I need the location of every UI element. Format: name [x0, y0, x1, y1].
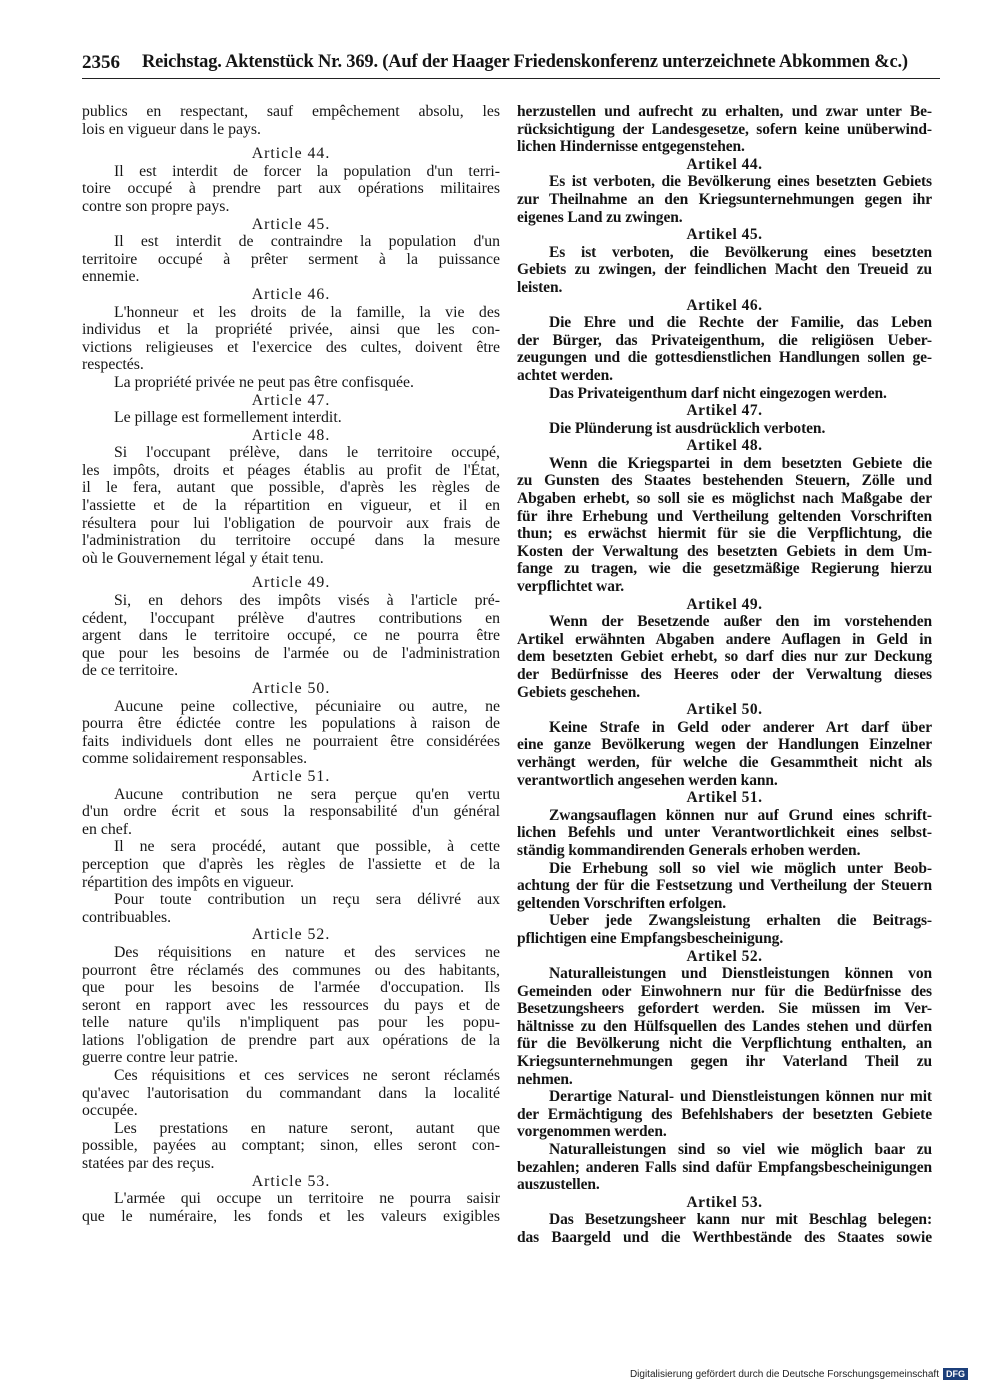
paragraph-first-line: Es ist verboten, die Bevölkerung eines besetzten Gebiets: [549, 173, 932, 191]
paragraph-last-line: verantwortlich angesehen werden kann.: [517, 771, 778, 789]
paragraph-first-line: Si, en dehors des impôts visés à l'article pré-: [114, 592, 500, 610]
paragraph-last-line: pflichtigen eine Empfangsbescheinigung.: [517, 929, 784, 947]
paragraph-line: perception que d'après les règles de l'assiette et de la: [82, 855, 500, 873]
article-heading: Article 47.: [251, 391, 331, 409]
article-heading: Article 45.: [251, 215, 331, 233]
footer: [630, 1368, 968, 1380]
paragraph-line: publics en respectant, sauf empêchement absolu, les: [82, 103, 500, 120]
paragraph-last-line: verpflichtet war.: [517, 578, 625, 596]
paragraph-first-line: Ueber jede Zwangsleistung erhalten die Beitrags-: [549, 912, 932, 930]
paragraph-last-line: de ce territoire.: [82, 662, 179, 680]
paragraph-line: das Baargeld und die Werthbestände des Staates sowie: [517, 1229, 932, 1246]
paragraph-first-line: Das Besetzungsheer kann nur mit Beschlag belegen:: [549, 1211, 932, 1229]
paragraph-first-line: Zwangsauflagen können nur auf Grund eines schrift-: [549, 806, 932, 824]
paragraph-first-line: L'armée qui occupe un territoire ne pourra saisir: [114, 1190, 500, 1208]
paragraph-line: cédent, l'occupant prélève d'autres contributions en: [82, 609, 500, 627]
paragraph-first-line: Wenn die Kriegspartei in dem besetzten Gebiete die: [549, 454, 932, 472]
funding-credit: Digitalisierung gefördert durch die Deutsche Forschungsgemeinschaft: [629, 1368, 939, 1380]
paragraph-first-line: Aucune peine collective, pécuniaire ou autre, ne: [114, 697, 500, 715]
paragraph-line: achtung der für die Festsetzung und Vertheilung der Steuern: [517, 877, 932, 895]
paragraph-line: Abgaben erhebt, so soll sie es möglichst nach Maßgabe der: [517, 490, 932, 508]
paragraph-line: Artikel erwähnten Abgaben andere Auflagen in Geld in: [517, 630, 932, 648]
paragraph-line: toire occupé à prendre part aux opérations militaires: [82, 180, 500, 198]
paragraph-line: possible, payées au comptant; sinon, elles seront con-: [82, 1137, 500, 1155]
paragraph-line: der Ermächtigung des Befehlshabers der besetzten Gebiete: [517, 1105, 932, 1123]
paragraph-last-line: leisten.: [517, 278, 563, 296]
article-heading: Artikel 50.: [686, 701, 763, 719]
article-heading: Article 50.: [251, 680, 331, 697]
paragraph-line: telle nature qu'ils n'impliquent pas pour les popu-: [82, 1014, 500, 1032]
paragraph-line: l'administration du territoire occupé dans la mesure: [82, 532, 500, 550]
article-heading: Article 51.: [251, 767, 331, 785]
paragraph-first-line: Il est interdit de forcer la population d'un terri-: [114, 162, 500, 180]
page-number: 2356: [82, 52, 120, 73]
paragraph-gap: [82, 138, 500, 145]
paragraph-last-line: comme solidairement responsables.: [82, 750, 308, 768]
paragraph-first-line: Es ist verboten, die Bevölkerung eines besetzten: [549, 243, 932, 261]
paragraph-first-line: Il est interdit de contraindre la population d'un: [114, 233, 500, 251]
paragraph-line: fange zu tragen, wie die gesetzmäßige Regierung hierzu: [517, 560, 932, 578]
german-column: [517, 103, 932, 1247]
article-heading: Artikel 49.: [686, 595, 763, 613]
paragraph-first-line: Die Ehre und die Rechte der Familie, das Leben: [549, 314, 932, 332]
paragraph-line: d'un ordre écrit et sous la responsabilité d'un général: [82, 803, 500, 821]
paragraph-line: individus et la propriété privée, ainsi que les con-: [82, 321, 500, 339]
paragraph-first-line: Die Erhebung soll so viel wie möglich unter Beob-: [549, 859, 932, 877]
paragraph-last-line: contribuables.: [82, 908, 172, 926]
paragraph-line: der Bedürfnisse des Heeres oder der Verwaltung dieses: [517, 666, 932, 683]
paragraph-line: territoire occupé à prêter serment à la puissance: [82, 250, 500, 268]
paragraph-line: argent dans le territoire occupé, ce ne pourra être: [82, 627, 500, 645]
paragraph-last-line: lois en vigueur dans le pays.: [82, 120, 261, 138]
paragraph-line: La propriété privée ne peut pas être confisquée.: [114, 373, 415, 391]
paragraph-line: dem besetzten Gebiet erhebt, so darf dies nur zur Deckung: [517, 648, 932, 666]
paragraph-line: Le pillage est formellement interdit.: [114, 409, 342, 427]
article-heading: Artikel 46.: [686, 296, 763, 314]
paragraph-last-line: geltenden Vorschriften erfolgen.: [517, 894, 727, 912]
paragraph-line: lations l'obligation de prendre part aux opérations de la: [82, 1031, 500, 1049]
article-heading: Article 52.: [251, 926, 331, 944]
paragraph-line: für ihre Erhebung und Vertheilung geltenden Vorschriften: [517, 507, 932, 525]
paragraph-last-line: nehmen.: [517, 1070, 573, 1088]
paragraph-line: verhängt werden, für welche die Gesammtheit nicht als: [517, 753, 932, 771]
paragraph-line: zu Gunsten des Staates bestehenden Steuern, Zölle und: [517, 472, 932, 490]
paragraph-line: Das Privateigenthum darf nicht eingezogen werden.: [549, 384, 887, 402]
paragraph-line: que pour les besoins de l'armée d'occupation. Ils: [82, 979, 500, 997]
paragraph-last-line: auszustellen.: [517, 1176, 600, 1194]
paragraph-line: Kosten der Verwaltung des besetzten Gebiets in dem Um-: [517, 542, 932, 560]
paragraph-line: pourra être édictée contre les populations à raison de: [82, 715, 500, 733]
paragraph-last-line: où le Gouvernement légal y était tenu.: [82, 549, 324, 567]
paragraph-line: seront en rapport avec les ressources du pays et de: [82, 996, 500, 1014]
paragraph-line: lichen Befehls und unter Verantwortlichkeit eines selbst-: [517, 824, 932, 842]
paragraph-line: der Bürger, das Privateigenthum, die religiösen Ueber-: [517, 331, 932, 349]
paragraph-line: les impôts, droits et péages établis au profit de l'État,: [82, 461, 500, 479]
header-rule: [82, 78, 940, 79]
paragraph-first-line: Aucune contribution ne sera perçue qu'en vertu: [114, 785, 500, 803]
paragraph-first-line: Ces réquisitions et ces services ne seront réclamés: [114, 1067, 500, 1085]
article-heading: Article 48.: [251, 426, 331, 444]
paragraph-line: pourront être réclamés des communes ou des habitants,: [82, 961, 500, 979]
paragraph-line: Besetzungsheers gefordert werden. Sie müssen im Ver-: [517, 1000, 932, 1018]
paragraph-gap: [82, 567, 500, 574]
article-heading: Artikel 45.: [686, 226, 763, 244]
article-heading: Artikel 53.: [686, 1193, 763, 1211]
paragraph-first-line: Keine Strafe in Geld oder anderer Art darf über: [549, 718, 932, 736]
paragraph-last-line: guerre contre leur patrie.: [82, 1049, 239, 1067]
paragraph-last-line: statées par des reçus.: [82, 1155, 215, 1173]
paragraph-line: rücksichtigung der Landesgesetze, sofern keine unüberwind-: [517, 120, 932, 138]
article-heading: Artikel 51.: [686, 789, 763, 807]
paragraph-line: que le numéraire, les fonds et les valeurs exigibles: [82, 1207, 500, 1225]
paragraph-line: zeugungen und die gottesdienstlichen Handlungen sollen ge-: [517, 349, 932, 367]
paragraph-first-line: Naturalleistungen sind so viel wie möglich baar zu: [549, 1141, 932, 1159]
paragraph-first-line: Pour toute contribution un reçu sera délivré aux: [114, 891, 500, 909]
paragraph-first-line: Des réquisitions en nature et des services ne: [114, 943, 500, 961]
paragraph-last-line: en chef.: [82, 820, 132, 838]
article-heading: Article 46.: [251, 285, 331, 303]
paragraph-last-line: occupée.: [82, 1102, 138, 1120]
article-heading: Article 44.: [251, 145, 331, 163]
paragraph-first-line: Les prestations en nature seront, autant que: [114, 1119, 500, 1137]
paragraph-line: Die Plünderung ist ausdrücklich verboten.: [549, 419, 826, 437]
paragraph-last-line: ständig kommandirenden Generals erhoben werden.: [517, 841, 861, 859]
paragraph-line: für die Bevölkerung nicht die Verpflichtung enthalten, an: [517, 1035, 932, 1053]
paragraph-line: qu'avec l'autorisation du commandant dans la localité: [82, 1084, 500, 1102]
paragraph-last-line: répartition des impôts en vigueur.: [82, 873, 294, 891]
paragraph-last-line: Gebiets geschehen.: [517, 683, 641, 701]
article-heading: Artikel 52.: [686, 947, 763, 965]
paragraph-line: Gemeinden oder Einwohnern nur für die Bedürfnisse des: [517, 982, 932, 1000]
paragraph-line: faits individuels dont elles ne pourraient être considérées: [82, 732, 500, 750]
paragraph-line: herzustellen und aufrecht zu erhalten, und zwar unter Be-: [517, 103, 932, 120]
paragraph-line: l'assiette et de la répartition en vigueur, et il en: [82, 497, 500, 515]
paragraph-line: résultera pour lui l'obligation de pourvoir aux frais de: [82, 514, 500, 532]
paragraph-first-line: Derartige Natural- und Dienstleistungen können nur mit: [549, 1088, 932, 1106]
paragraph-last-line: contre son propre pays.: [82, 197, 230, 215]
paragraph-line: eine ganze Bevölkerung wegen der Handlungen Einzelner: [517, 736, 932, 754]
paragraph-last-line: achtet werden.: [517, 366, 613, 384]
french-column: [82, 103, 500, 1225]
paragraph-line: il le fera, autant que possible, d'après les règles de: [82, 479, 500, 497]
paragraph-line: hältnisse zu den Hülfsquellen des Landes stehen und dürfen: [517, 1017, 932, 1035]
paragraph-line: bezahlen; anderen Falls sind dafür Empfangsbescheinigungen: [517, 1158, 932, 1176]
paragraph-first-line: Wenn der Besetzende außer den im vorstehenden: [549, 613, 932, 631]
paragraph-first-line: Naturalleistungen und Dienstleistungen können von: [549, 965, 932, 983]
dfg-logo: DFG: [943, 1368, 968, 1380]
paragraph-line: thun; es erwächst hiermit für sie die Verpflichtung, die: [517, 525, 932, 543]
running-title: Reichstag. Aktenstück Nr. 369. (Auf der Haager Friedenskonferenz unterzeichnete Abkommen &c.): [142, 52, 908, 72]
paragraph-line: zur Theilnahme an den Kriegsunternehmungen gegen ihr: [517, 190, 932, 208]
paragraph-line: que pour les besoins de l'armée ou de l'administration: [82, 644, 500, 662]
article-heading: Article 53.: [251, 1172, 331, 1190]
paragraph-last-line: vorgenommen werden.: [517, 1123, 667, 1141]
paragraph-line: Kriegsunternehmungen gegen ihr Vaterland Theil zu: [517, 1053, 932, 1071]
paragraph-last-line: ennemie.: [82, 268, 140, 286]
paragraph-last-line: respectés.: [82, 356, 144, 374]
article-heading: Article 49.: [251, 574, 331, 592]
running-header: [82, 52, 942, 76]
paragraph-line: victions religieuses et l'exercice des cultes, doivent être: [82, 338, 500, 356]
paragraph-first-line: L'honneur et les droits de la famille, la vie des: [114, 303, 500, 321]
paragraph-line: Gebiets zu zwingen, der feindlichen Macht den Treueid zu: [517, 261, 932, 279]
article-heading: Artikel 47.: [686, 402, 763, 420]
paragraph-first-line: Il ne sera procédé, autant que possible, à cette: [114, 838, 500, 856]
paragraph-last-line: eigenes Land zu zwingen.: [517, 208, 683, 226]
article-heading: Artikel 44.: [686, 155, 763, 173]
paragraph-first-line: Si l'occupant prélève, dans le territoire occupé,: [114, 444, 500, 462]
paragraph-last-line: lichen Hindernisse entgegenstehen.: [517, 138, 745, 156]
article-heading: Artikel 48.: [686, 437, 763, 455]
